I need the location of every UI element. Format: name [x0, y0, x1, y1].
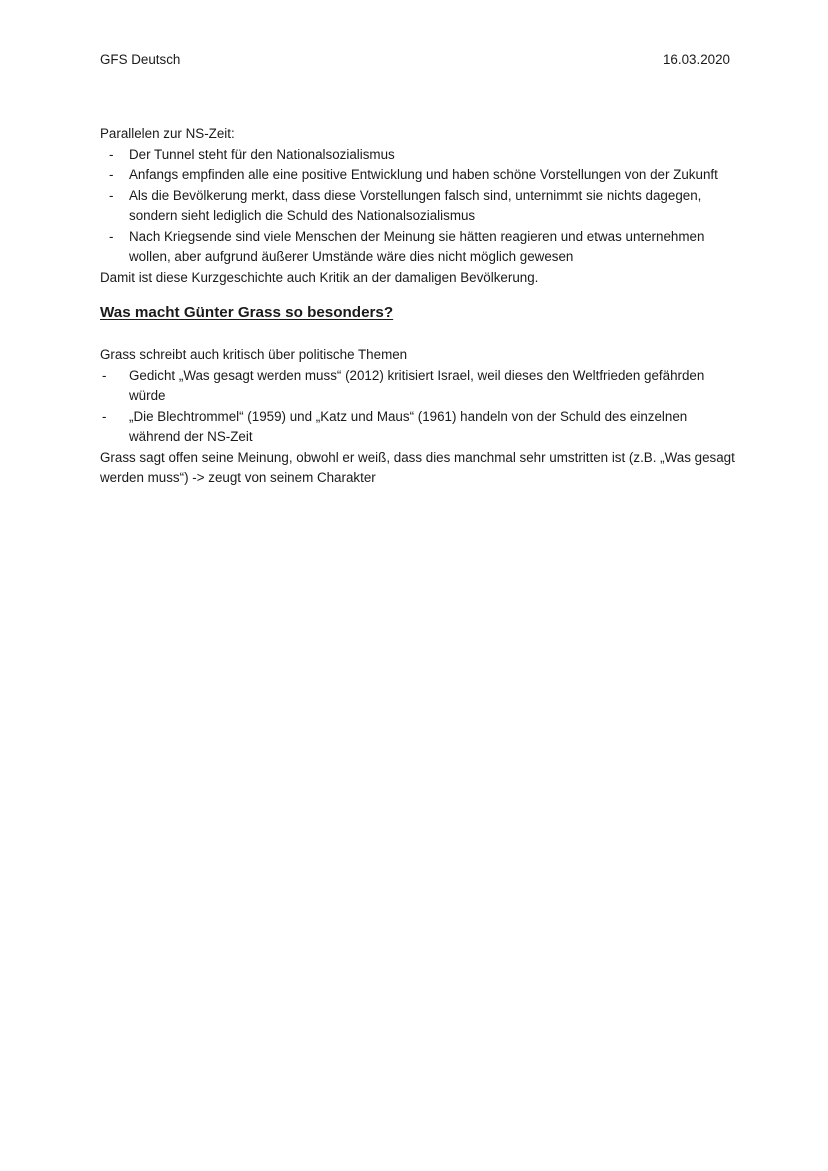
document-body: [100, 124, 740, 489]
list-item: [100, 366, 740, 407]
list-item-text: Gedicht „Was gesagt werden muss“ (2012) kritisiert Israel, weil dieses den Weltfrieden gefährden würde: [129, 367, 705, 403]
section1-list: [100, 145, 740, 268]
list-item-text: Der Tunnel steht für den Nationalsozialismus: [129, 146, 395, 162]
section1-intro: Parallelen zur NS-Zeit:: [100, 126, 235, 141]
spacer: [100, 325, 740, 345]
list-marker: -: [109, 228, 114, 244]
list-item: [100, 165, 740, 186]
list-marker: -: [109, 187, 114, 203]
list-item: [100, 227, 740, 268]
list-marker: -: [109, 146, 114, 162]
header-date: 16.03.2020: [662, 52, 730, 67]
list-item: [100, 407, 740, 448]
section2-conclusion: Grass sagt offen seine Meinung, obwohl er weiß, dass dies manchmal sehr umstritten ist (z.B. „Was gesagt werden muss“) -> zeugt von seinem Charakter: [100, 449, 735, 485]
list-item: [100, 186, 740, 227]
list-item-text: „Die Blechtrommel“ (1959) und „Katz und Maus“ (1961) handeln von der Schuld des einzelnen während der NS-Zeit: [129, 408, 688, 444]
list-marker: -: [102, 408, 107, 424]
list-item-text: Als die Bevölkerung merkt, dass diese Vorstellungen falsch sind, unternimmt sie nichts dagegen, sondern sieht lediglich die Schuld des Nationalsozialismus: [129, 187, 702, 223]
section2-list: [100, 366, 740, 448]
list-marker: -: [102, 367, 107, 383]
list-item-text: Nach Kriegsende sind viele Menschen der Meinung sie hätten reagieren und etwas unternehmen wollen, aber aufgrund äußerer Umstände wäre dies nicht möglich gewesen: [129, 228, 705, 264]
list-item-text: Anfangs empfinden alle eine positive Entwicklung und haben schöne Vorstellungen von der Zukunft: [129, 167, 718, 182]
list-item: [100, 145, 740, 166]
section2-intro: Grass schreibt auch kritisch über politische Themen: [100, 347, 408, 362]
section1-conclusion: Damit ist diese Kurzgeschichte auch Kritik an der damaligen Bevölkerung.: [100, 269, 539, 285]
list-marker: -: [109, 167, 114, 182]
section2-heading: Was macht Günter Grass so besonders?: [100, 304, 394, 321]
header-course-title: GFS Deutsch: [100, 52, 181, 67]
